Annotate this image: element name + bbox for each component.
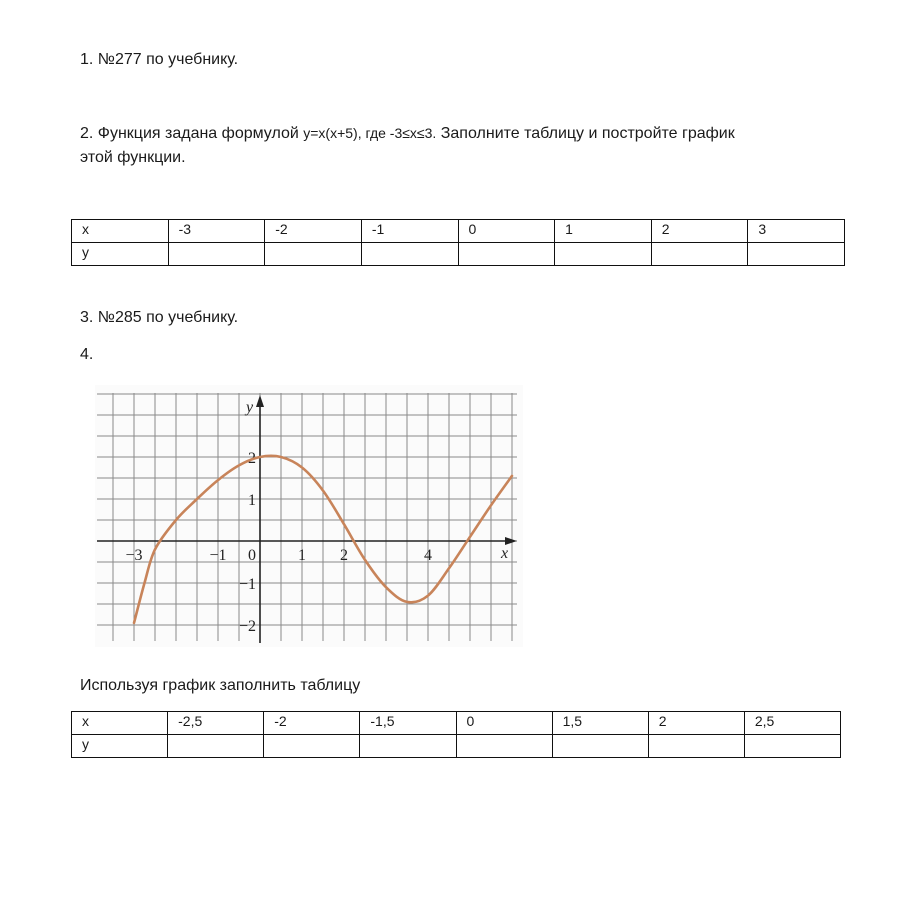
x-tick-label: 1 [298,547,306,564]
table-1-x-cell: -3 [168,220,265,243]
table-1-y-cell [748,243,845,266]
table-1-x-row [72,220,845,243]
x-tick-label: 0 [248,547,256,564]
table-2-y-cell [264,735,360,758]
table-2-x-cell: 2 [648,712,744,735]
table-1-y-cell [458,243,555,266]
x-tick-label: −1 [209,547,227,564]
table-2-x-row [72,712,841,735]
task-2-line-2: этой функции. [80,149,186,166]
table-2-y-cell [456,735,552,758]
table-1-y-cell [651,243,748,266]
task-3: 3. №285 по учебнику. [80,309,239,326]
table-1 [71,219,845,266]
table-1-y-cell [361,243,458,266]
task-2-suffix: Заполните таблицу и постройте график [436,125,735,142]
table-2-y-cell [168,735,264,758]
table-2-y-cell [648,735,744,758]
table-1-x-cell: -2 [265,220,362,243]
table-2-x-cell: -2,5 [168,712,264,735]
table-1-x-cell: 2 [651,220,748,243]
task-4: 4. [80,346,94,363]
table-1-y-row [72,243,845,266]
table-1-y-cell [168,243,265,266]
table-1-x-cell: -1 [361,220,458,243]
task-2-line-1 [80,121,735,146]
task-2-prefix: 2. Функция задана формулой [80,125,304,142]
y-tick-label: −1 [238,576,256,593]
table-2-x-cell: 1,5 [552,712,648,735]
table-2-header-y: y [72,735,168,758]
table-2 [71,711,841,758]
table-1-y-cell [265,243,362,266]
table-1-x-cell: 1 [555,220,652,243]
y-axis-label: y [246,399,254,416]
graph-background [95,385,523,647]
y-tick-label: −2 [238,618,256,635]
x-axis-label: x [501,545,509,562]
function-graph [95,385,523,647]
task-1: 1. №277 по учебнику. [80,51,239,68]
y-tick-label: 2 [248,450,256,467]
table-2-header-x: x [72,712,168,735]
table-1-header-x: x [72,220,169,243]
x-tick-label: −3 [125,547,143,564]
table-2-y-row [72,735,841,758]
table-1-header-y: y [72,243,169,266]
table-1-y-cell [555,243,652,266]
x-tick-label: 2 [340,547,348,564]
table-2-y-cell [360,735,456,758]
instruction: Используя график заполнить таблицу [80,677,361,694]
table-1-x-cell: 3 [748,220,845,243]
table-2-x-cell: -2 [264,712,360,735]
table-2-y-cell [744,735,840,758]
table-1-x-cell: 0 [458,220,555,243]
y-tick-label: 1 [248,492,256,509]
x-tick-label: 4 [424,547,432,564]
task-2-formula: y=x(x+5), где -3≤x≤3. [303,125,437,141]
table-2-x-cell: 0 [456,712,552,735]
table-2-x-cell: 2,5 [744,712,840,735]
table-2-x-cell: -1,5 [360,712,456,735]
table-2-y-cell [552,735,648,758]
